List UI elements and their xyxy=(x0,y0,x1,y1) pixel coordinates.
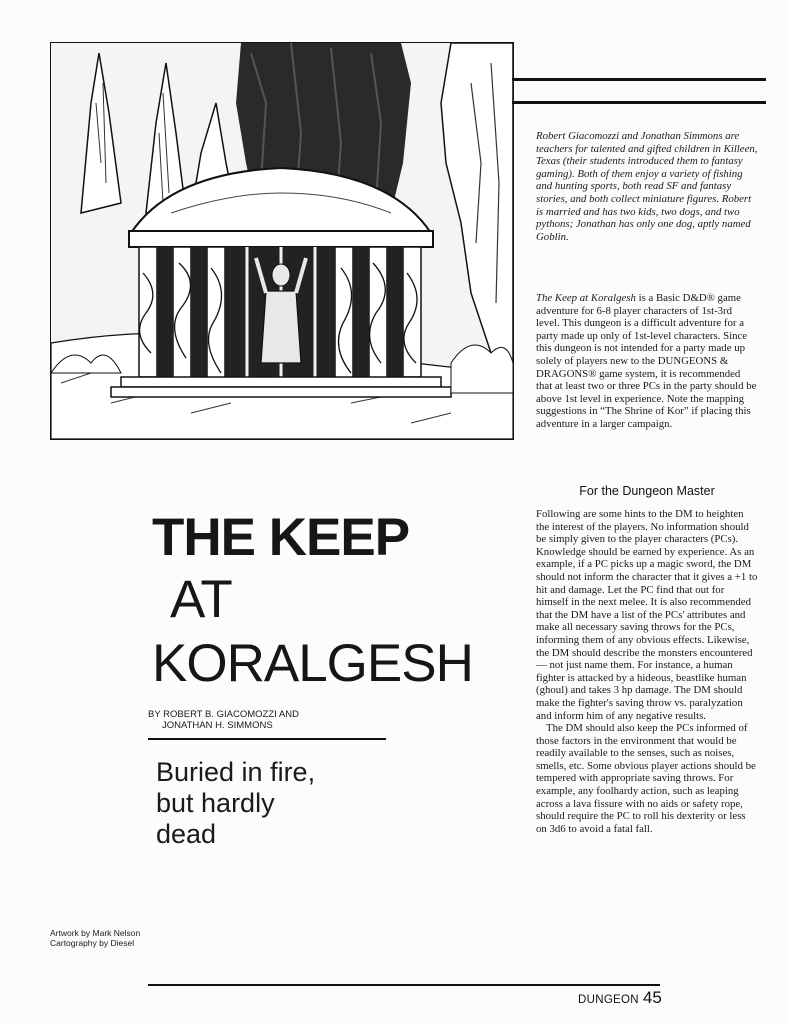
cartography-credit: Cartography by Diesel xyxy=(50,938,135,948)
title-line-1: THE KEEP xyxy=(152,508,410,567)
dm-section-body xyxy=(536,508,758,835)
title-line-2: AT xyxy=(170,570,232,629)
byline-line-2: JONATHAN H. SIMMONS xyxy=(162,720,273,731)
bottom-rule xyxy=(148,984,660,986)
byline xyxy=(148,709,388,731)
dm-paragraph-2: The DM should also keep the PCs informed of those factors in the environment that would be readily available to the senses, such as noises, smells, etc. Some obvious player actions should be tempered with appropriate saving throws. For example, any foolhardy action, such as leaping across a lava fissure with no aids or safety rope, should require the PC to roll his dexterity or less on 3d6 to avoid a fatal fall. xyxy=(536,722,756,835)
intro-text: is a Basic D&D® game adventure for 6-8 player characters of 1st-3rd level. This dungeon is a difficult adventure for a party made up only of 1st-level characters. Since this dungeon is not intended for a party made up solely of players new to the DUNGEONS & DRAGONS® game system, it is recommended that at least two or three PCs in the party should be above 1st level in experience. Note the mapping suggestions in “The Shrine of Kor” if placing this adventure in a larger campaign. xyxy=(536,292,757,430)
intro-lead-title: The Keep at Koralgesh xyxy=(536,292,636,304)
section-heading-dm: For the Dungeon Master xyxy=(579,484,715,498)
credits xyxy=(50,928,140,948)
byline-rule xyxy=(148,738,386,740)
illustration-shrine xyxy=(50,42,514,440)
adventure-intro xyxy=(536,292,758,431)
byline-line-1: BY ROBERT B. GIACOMOZZI AND xyxy=(148,709,299,720)
title-line-3: KORALGESH xyxy=(152,634,473,693)
magazine-name: DUNGEON xyxy=(578,994,639,1006)
shrine-artwork xyxy=(51,43,513,439)
dm-paragraph-1: Following are some hints to the DM to heighten the interest of the players. No information should be simply given to the player characters (PCs). Knowledge should be earned by experience. As an example, if a PC picks up a magic sword, the DM should not inform the character that it gives a +1 to hit and damage. Let the PC find that out for himself in the next melee. It is also recommended that the DM have a list of the PCs' attributes and make all necessary saving throws for the PCs, informing them of any obvious effects. Likewise, the DM should describe the monsters encountered — not just name them. For instance, a human fighter is attacked by a hideous, beastlike human (ghoul) and takes 3 hp damage. The DM should make the fighter's saving throw vs. paralyzation and inform him of any negative results. xyxy=(536,508,758,722)
tagline-line-2: but hardly xyxy=(156,788,275,818)
tagline-line-1: Buried in fire, xyxy=(156,757,316,787)
tagline-line-3: dead xyxy=(156,819,217,849)
page-number: 45 xyxy=(642,988,662,1007)
artwork-credit: Artwork by Mark Nelson xyxy=(50,928,141,938)
tagline xyxy=(156,757,396,850)
top-rule-2 xyxy=(512,101,766,104)
top-rule-1 xyxy=(512,78,766,81)
page-folio xyxy=(578,988,662,1008)
author-bio: Robert Giacomozzi and Jonathan Simmons are teachers for talented and gifted children in Killeen, Texas (their students introduced them to fantasy gaming). Both of them enjoy a variety of fishing and hunting sports, both read SF and fantasy stories, and both collect miniature figures. Robert is married and has two kids, two dogs, and two pythons; Jonathan has only one dog, aptly named Goblin. xyxy=(536,130,758,243)
